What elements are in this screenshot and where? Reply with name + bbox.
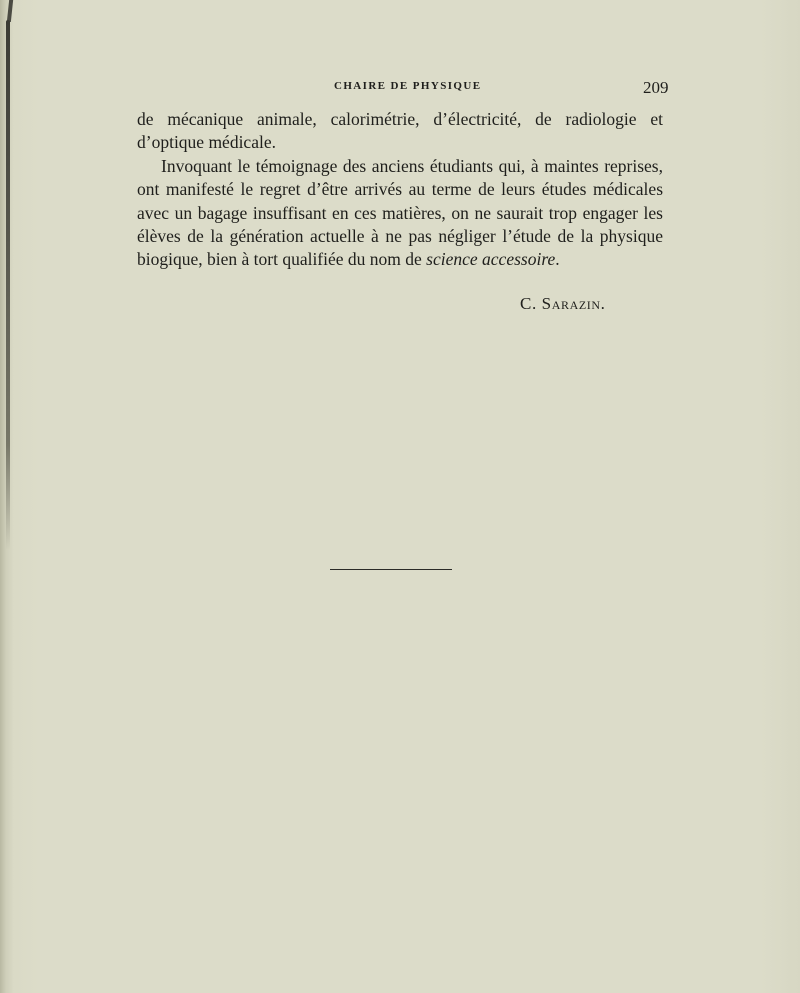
author-signature: [520, 294, 606, 314]
end-rule: [330, 569, 452, 570]
signature-initial: C.: [520, 294, 537, 313]
running-title: CHAIRE DE PHYSIQUE: [334, 80, 482, 92]
binding-mark: [7, 0, 13, 22]
paragraph-1: [137, 108, 663, 155]
paragraph-2-text: Invoquant le témoignage des anciens étudiants qui, à maintes reprises, ont manifesté le regret d’être arrivés au terme de leurs études médicales avec un bagage insuffisant en ces matières, on ne saurait trop engager les élèves de la génération actuelle à ne pas négliger l’étude de la physique biogique, bien à tort qualifiée du nom de: [137, 155, 663, 270]
page-number: 209: [643, 78, 669, 97]
paragraph-2-end: .: [555, 249, 560, 270]
paragraph-2: [137, 155, 663, 272]
body-text: [137, 108, 663, 272]
binding-edge: [6, 20, 10, 550]
italic-phrase: science accessoire: [426, 249, 556, 270]
paragraph-1-text: de mécanique animale, calorimétrie, d’électricité, de radiologie et d’optique médicale.: [137, 109, 663, 153]
signature-surname: Sarazin.: [541, 294, 606, 313]
